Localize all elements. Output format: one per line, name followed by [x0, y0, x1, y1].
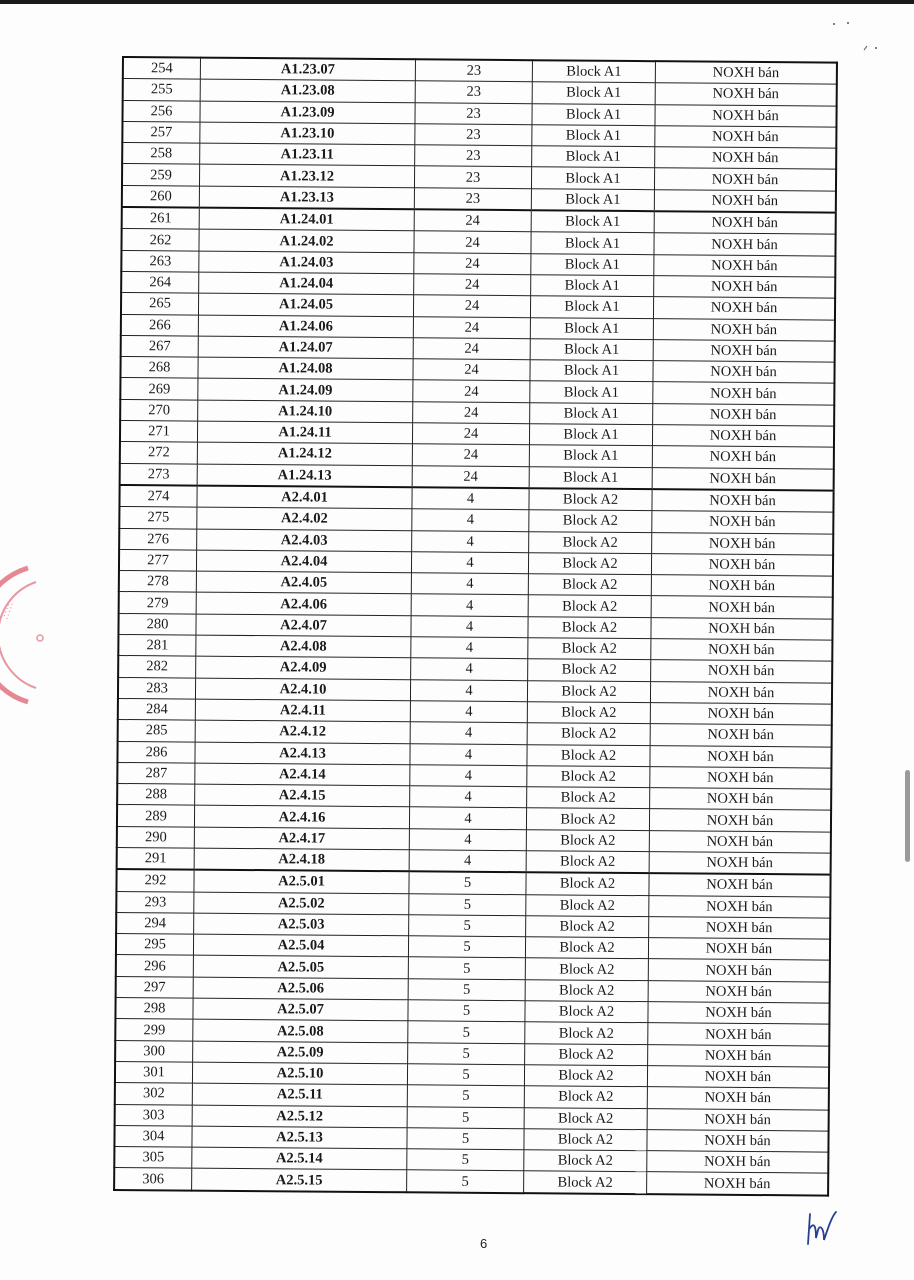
- apartment-code-cell: A2.4.16: [194, 805, 409, 828]
- apartment-code-cell: A2.5.15: [192, 1169, 407, 1192]
- floor-cell: 4: [411, 658, 528, 680]
- row-number-cell: 257: [122, 121, 200, 143]
- row-number-cell: 261: [122, 207, 200, 229]
- vertical-scrollbar[interactable]: [905, 770, 910, 862]
- housing-type-cell: NOXH bán: [654, 276, 836, 299]
- apartment-code-cell: A1.23.07: [200, 58, 415, 81]
- floor-cell: 4: [410, 743, 527, 765]
- housing-type-cell: NOXH bán: [651, 639, 833, 662]
- floor-cell: 4: [411, 616, 528, 638]
- apartment-code-cell: A2.4.07: [196, 614, 411, 637]
- block-cell: Block A1: [530, 402, 653, 424]
- housing-type-cell: NOXH bán: [647, 1130, 829, 1153]
- apartment-code-cell: A1.24.12: [197, 442, 412, 465]
- apartment-code-cell: A2.4.03: [197, 529, 412, 552]
- block-cell: Block A2: [524, 1150, 647, 1172]
- apartment-code-cell: A1.24.13: [197, 464, 412, 487]
- apartment-code-cell: A2.5.08: [193, 1019, 408, 1042]
- floor-cell: 24: [412, 444, 529, 466]
- floor-cell: 5: [407, 1128, 524, 1150]
- housing-type-cell: NOXH bán: [649, 873, 831, 896]
- apartment-code-cell: A2.4.11: [195, 699, 410, 722]
- row-number-cell: 305: [114, 1147, 192, 1169]
- row-number-cell: 301: [115, 1061, 193, 1083]
- housing-type-cell: NOXH bán: [649, 852, 831, 875]
- floor-cell: 4: [410, 701, 527, 723]
- row-number-cell: 294: [116, 912, 194, 934]
- row-number-cell: 279: [119, 592, 197, 614]
- signature-initials-icon: [800, 1208, 840, 1248]
- floor-cell: 5: [407, 1085, 524, 1107]
- apartment-code-cell: A1.23.11: [200, 143, 415, 166]
- red-seal-stamp-icon: [0, 560, 58, 710]
- block-cell: Block A1: [531, 167, 654, 189]
- apartment-code-cell: A2.4.04: [196, 550, 411, 573]
- floor-cell: 4: [412, 487, 529, 510]
- housing-type-cell: NOXH bán: [652, 446, 834, 469]
- block-cell: Block A2: [525, 1043, 648, 1065]
- apartment-code-cell: A1.24.02: [199, 229, 414, 252]
- apartment-code-cell: A1.24.06: [198, 315, 413, 338]
- floor-cell: 24: [413, 338, 530, 360]
- housing-type-cell: NOXH bán: [655, 61, 837, 84]
- block-cell: Block A2: [527, 744, 650, 766]
- housing-type-cell: NOXH bán: [649, 895, 831, 918]
- block-cell: Block A1: [531, 232, 654, 254]
- housing-type-cell: NOXH bán: [651, 660, 833, 683]
- housing-type-cell: NOXH bán: [653, 297, 835, 320]
- row-number-cell: 282: [118, 656, 196, 678]
- row-number-cell: 255: [123, 79, 201, 101]
- block-cell: Block A2: [524, 1107, 647, 1129]
- floor-cell: 5: [409, 893, 526, 915]
- housing-type-cell: NOXH bán: [652, 511, 834, 534]
- block-cell: Block A2: [527, 787, 650, 809]
- apartment-code-cell: A2.5.09: [193, 1041, 408, 1064]
- block-cell: Block A1: [529, 466, 652, 489]
- apartment-code-cell: A2.5.05: [193, 956, 408, 979]
- apartment-code-cell: A2.4.02: [197, 507, 412, 530]
- apartment-list-table: [113, 56, 838, 1196]
- floor-cell: 4: [412, 509, 529, 531]
- apartment-code-cell: A2.4.18: [194, 848, 409, 871]
- apartment-code-cell: A1.24.03: [199, 251, 414, 274]
- row-number-cell: 281: [118, 635, 196, 657]
- page-top-edge: [0, 0, 914, 4]
- block-cell: Block A2: [525, 979, 648, 1001]
- housing-type-cell: NOXH bán: [655, 83, 837, 106]
- apartment-code-cell: A2.5.13: [192, 1126, 407, 1149]
- housing-type-cell: NOXH bán: [648, 938, 830, 961]
- block-cell: Block A2: [528, 574, 651, 596]
- housing-type-cell: NOXH bán: [650, 703, 832, 726]
- block-cell: Block A2: [524, 1065, 647, 1087]
- apartment-code-cell: A2.5.04: [193, 934, 408, 957]
- housing-type-cell: NOXH bán: [654, 168, 836, 191]
- row-number-cell: 300: [115, 1040, 193, 1062]
- block-cell: Block A1: [532, 125, 655, 147]
- block-cell: Block A2: [527, 723, 650, 745]
- housing-type-cell: NOXH bán: [655, 126, 837, 149]
- apartment-code-cell: A2.4.10: [195, 678, 410, 701]
- floor-cell: 24: [414, 274, 531, 296]
- housing-type-cell: NOXH bán: [654, 189, 836, 212]
- floor-cell: 4: [412, 530, 529, 552]
- floor-cell: 4: [410, 786, 527, 808]
- floor-cell: 23: [415, 81, 532, 103]
- floor-cell: 4: [411, 552, 528, 574]
- block-cell: Block A2: [526, 894, 649, 916]
- floor-cell: 23: [415, 145, 532, 167]
- row-number-cell: 268: [120, 357, 198, 379]
- floor-cell: 5: [408, 936, 525, 958]
- row-number-cell: 272: [120, 442, 198, 464]
- apartment-code-cell: A1.24.11: [197, 421, 412, 444]
- floor-cell: 5: [408, 1042, 525, 1064]
- housing-type-cell: NOXH bán: [650, 745, 832, 768]
- block-cell: Block A1: [529, 445, 652, 467]
- block-cell: Block A2: [524, 1129, 647, 1151]
- floor-cell: 5: [409, 872, 526, 895]
- housing-type-cell: NOXH bán: [651, 554, 833, 577]
- row-number-cell: 266: [121, 314, 199, 336]
- floor-cell: 24: [414, 252, 531, 274]
- floor-cell: 5: [409, 915, 526, 937]
- housing-type-cell: NOXH bán: [652, 425, 834, 448]
- row-number-cell: 280: [118, 613, 196, 635]
- block-cell: Block A1: [530, 360, 653, 382]
- row-number-cell: 262: [121, 229, 199, 251]
- block-cell: Block A2: [526, 829, 649, 851]
- apartment-code-cell: A2.5.03: [194, 913, 409, 936]
- apartment-code-cell: A2.5.12: [192, 1105, 407, 1128]
- row-number-cell: 306: [114, 1168, 192, 1190]
- housing-type-cell: NOXH bán: [647, 1108, 829, 1131]
- apartment-code-cell: A2.5.10: [192, 1062, 407, 1085]
- row-number-cell: 304: [114, 1125, 192, 1147]
- apartment-code-cell: A2.4.06: [196, 593, 411, 616]
- block-cell: Block A2: [525, 1022, 648, 1044]
- housing-type-cell: NOXH bán: [648, 980, 830, 1003]
- row-number-cell: 291: [117, 847, 195, 869]
- floor-cell: 23: [414, 188, 531, 211]
- apartment-code-cell: A2.4.08: [196, 635, 411, 658]
- floor-cell: 24: [412, 423, 529, 445]
- block-cell: Block A1: [531, 189, 654, 212]
- row-number-cell: 299: [115, 1019, 193, 1041]
- block-cell: Block A2: [528, 638, 651, 660]
- housing-type-cell: NOXH bán: [653, 403, 835, 426]
- row-number-cell: 289: [117, 805, 195, 827]
- row-number-cell: 270: [120, 399, 198, 421]
- block-cell: Block A1: [532, 103, 655, 125]
- block-cell: Block A1: [530, 339, 653, 361]
- row-number-cell: 269: [120, 378, 198, 400]
- apartment-code-cell: A2.5.07: [193, 998, 408, 1021]
- apartment-code-cell: A1.24.05: [198, 293, 413, 316]
- block-cell: Block A2: [525, 937, 648, 959]
- row-number-cell: 297: [116, 976, 194, 998]
- row-number-cell: 288: [117, 784, 195, 806]
- row-number-cell: 259: [122, 164, 200, 186]
- row-number-cell: 278: [119, 571, 197, 593]
- floor-cell: 4: [410, 679, 527, 701]
- row-number-cell: 263: [121, 250, 199, 272]
- block-cell: Block A2: [529, 510, 652, 532]
- apartment-code-cell: A2.4.09: [196, 656, 411, 679]
- block-cell: Block A2: [528, 595, 651, 617]
- block-cell: Block A2: [527, 702, 650, 724]
- apartment-code-cell: A1.24.07: [198, 336, 413, 359]
- housing-type-cell: NOXH bán: [653, 382, 835, 405]
- block-cell: Block A1: [531, 275, 654, 297]
- housing-type-cell: NOXH bán: [652, 467, 834, 490]
- floor-cell: 23: [415, 124, 532, 146]
- apartment-code-cell: A2.4.05: [196, 571, 411, 594]
- housing-type-cell: NOXH bán: [655, 104, 837, 127]
- apartment-code-cell: A1.24.10: [198, 400, 413, 423]
- housing-type-cell: NOXH bán: [654, 211, 836, 234]
- page-number: 6: [480, 1236, 488, 1251]
- row-number-cell: 267: [121, 335, 199, 357]
- block-cell: Block A2: [525, 958, 648, 980]
- floor-cell: 4: [409, 828, 526, 850]
- block-cell: Block A2: [524, 1171, 647, 1194]
- housing-type-cell: NOXH bán: [648, 1023, 830, 1046]
- housing-type-cell: NOXH bán: [651, 617, 833, 640]
- floor-cell: 24: [412, 465, 529, 488]
- floor-cell: 5: [408, 957, 525, 979]
- floor-cell: 4: [410, 765, 527, 787]
- housing-type-cell: NOXH bán: [648, 1044, 830, 1067]
- row-number-cell: 254: [123, 57, 201, 79]
- floor-cell: 5: [407, 1064, 524, 1086]
- floor-cell: 5: [407, 1149, 524, 1171]
- row-number-cell: 303: [115, 1104, 193, 1126]
- row-number-cell: 284: [118, 698, 196, 720]
- housing-type-cell: NOXH bán: [655, 147, 837, 170]
- row-number-cell: 292: [116, 869, 194, 891]
- apartment-code-cell: A2.5.02: [194, 892, 409, 915]
- floor-cell: 24: [414, 209, 531, 232]
- apartment-code-cell: A2.4.12: [195, 720, 410, 743]
- housing-type-cell: NOXH bán: [652, 532, 834, 555]
- block-cell: Block A1: [531, 210, 654, 233]
- floor-cell: 23: [414, 166, 531, 188]
- housing-type-cell: NOXH bán: [649, 917, 831, 940]
- housing-type-cell: NOXH bán: [650, 681, 832, 704]
- apartment-code-cell: A1.23.12: [199, 165, 414, 188]
- block-cell: Block A2: [526, 872, 649, 895]
- block-cell: Block A1: [530, 296, 653, 318]
- apartment-code-cell: A2.4.14: [195, 763, 410, 786]
- block-cell: Block A2: [524, 1086, 647, 1108]
- housing-type-cell: NOXH bán: [650, 724, 832, 747]
- row-number-cell: 265: [121, 293, 199, 315]
- floor-cell: 23: [415, 102, 532, 124]
- row-number-cell: 287: [117, 762, 195, 784]
- housing-type-cell: NOXH bán: [650, 788, 832, 811]
- housing-type-cell: NOXH bán: [647, 1087, 829, 1110]
- apartment-code-cell: A2.5.11: [192, 1083, 407, 1106]
- scan-specks: [820, 18, 880, 58]
- housing-type-cell: NOXH bán: [647, 1172, 829, 1195]
- row-number-cell: 256: [122, 100, 200, 122]
- row-number-cell: 260: [122, 185, 200, 207]
- floor-cell: 4: [411, 594, 528, 616]
- apartment-code-cell: A1.24.09: [198, 379, 413, 402]
- housing-type-cell: NOXH bán: [653, 361, 835, 384]
- block-cell: Block A2: [526, 916, 649, 938]
- apartment-code-cell: A2.4.15: [195, 784, 410, 807]
- floor-cell: 23: [415, 59, 532, 82]
- row-number-cell: 274: [119, 485, 197, 507]
- block-cell: Block A2: [525, 1001, 648, 1023]
- block-cell: Block A2: [527, 680, 650, 702]
- row-number-cell: 286: [117, 741, 195, 763]
- row-number-cell: 298: [115, 998, 193, 1020]
- apartment-code-cell: A2.4.01: [197, 486, 412, 509]
- row-number-cell: 275: [119, 507, 197, 529]
- floor-cell: 5: [408, 1000, 525, 1022]
- apartment-code-cell: A1.23.09: [200, 101, 415, 124]
- row-number-cell: 276: [119, 528, 197, 550]
- block-cell: Block A2: [528, 553, 651, 575]
- block-cell: Block A2: [526, 808, 649, 830]
- apartment-code-cell: A1.24.04: [199, 272, 414, 295]
- block-cell: Block A1: [532, 146, 655, 168]
- floor-cell: 24: [413, 316, 530, 338]
- svg-text:∴∵∴: ∴∵∴: [1, 601, 17, 622]
- block-cell: Block A1: [531, 253, 654, 275]
- housing-type-cell: NOXH bán: [650, 766, 832, 789]
- block-cell: Block A1: [532, 60, 655, 83]
- apartment-code-cell: A1.23.10: [200, 122, 415, 145]
- row-number-cell: 283: [118, 677, 196, 699]
- floor-cell: 5: [408, 979, 525, 1001]
- apartment-list-table-wrapper: [113, 56, 832, 1196]
- row-number-cell: 290: [117, 826, 195, 848]
- housing-type-cell: NOXH bán: [647, 1066, 829, 1089]
- block-cell: Block A1: [530, 317, 653, 339]
- block-cell: Block A1: [532, 82, 655, 104]
- apartment-code-cell: A1.23.13: [199, 186, 414, 209]
- row-number-cell: 285: [118, 720, 196, 742]
- block-cell: Block A2: [528, 616, 651, 638]
- block-cell: Block A1: [529, 424, 652, 446]
- apartment-code-cell: A1.24.01: [199, 208, 414, 231]
- block-cell: Block A2: [526, 851, 649, 874]
- floor-cell: 24: [413, 359, 530, 381]
- housing-type-cell: NOXH bán: [652, 489, 834, 512]
- floor-cell: 24: [413, 402, 530, 424]
- housing-type-cell: NOXH bán: [649, 809, 831, 832]
- row-number-cell: 277: [119, 549, 197, 571]
- housing-type-cell: NOXH bán: [647, 1151, 829, 1174]
- block-cell: Block A2: [527, 765, 650, 787]
- table-body: [114, 57, 837, 1195]
- row-number-cell: 295: [116, 934, 194, 956]
- apartment-code-cell: A1.24.08: [198, 357, 413, 380]
- floor-cell: 5: [407, 1170, 524, 1193]
- housing-type-cell: NOXH bán: [653, 340, 835, 363]
- row-number-cell: 273: [120, 463, 198, 485]
- apartment-code-cell: A2.5.01: [194, 870, 409, 893]
- row-number-cell: 296: [116, 955, 194, 977]
- floor-cell: 5: [407, 1106, 524, 1128]
- floor-cell: 4: [411, 573, 528, 595]
- housing-type-cell: NOXH bán: [654, 233, 836, 256]
- row-number-cell: 258: [122, 143, 200, 165]
- block-cell: Block A1: [530, 381, 653, 403]
- floor-cell: 5: [408, 1021, 525, 1043]
- apartment-code-cell: A2.4.13: [195, 742, 410, 765]
- row-number-cell: 302: [115, 1083, 193, 1105]
- floor-cell: 4: [410, 722, 527, 744]
- floor-cell: 24: [413, 295, 530, 317]
- row-number-cell: 264: [121, 271, 199, 293]
- housing-type-cell: NOXH bán: [648, 959, 830, 982]
- row-number-cell: 271: [120, 421, 198, 443]
- apartment-code-cell: A2.4.17: [194, 827, 409, 850]
- floor-cell: 4: [411, 637, 528, 659]
- apartment-code-cell: A1.23.08: [200, 79, 415, 102]
- apartment-code-cell: A2.5.14: [192, 1147, 407, 1170]
- floor-cell: 24: [413, 380, 530, 402]
- row-number-cell: 293: [116, 891, 194, 913]
- housing-type-cell: NOXH bán: [649, 830, 831, 853]
- apartment-code-cell: A2.5.06: [193, 977, 408, 1000]
- housing-type-cell: NOXH bán: [651, 575, 833, 598]
- housing-type-cell: NOXH bán: [653, 318, 835, 341]
- floor-cell: 4: [409, 850, 526, 873]
- housing-type-cell: NOXH bán: [651, 596, 833, 619]
- housing-type-cell: NOXH bán: [648, 1002, 830, 1025]
- block-cell: Block A2: [529, 488, 652, 511]
- block-cell: Block A2: [528, 659, 651, 681]
- housing-type-cell: NOXH bán: [654, 254, 836, 277]
- block-cell: Block A2: [529, 531, 652, 553]
- floor-cell: 4: [409, 807, 526, 829]
- floor-cell: 24: [414, 231, 531, 253]
